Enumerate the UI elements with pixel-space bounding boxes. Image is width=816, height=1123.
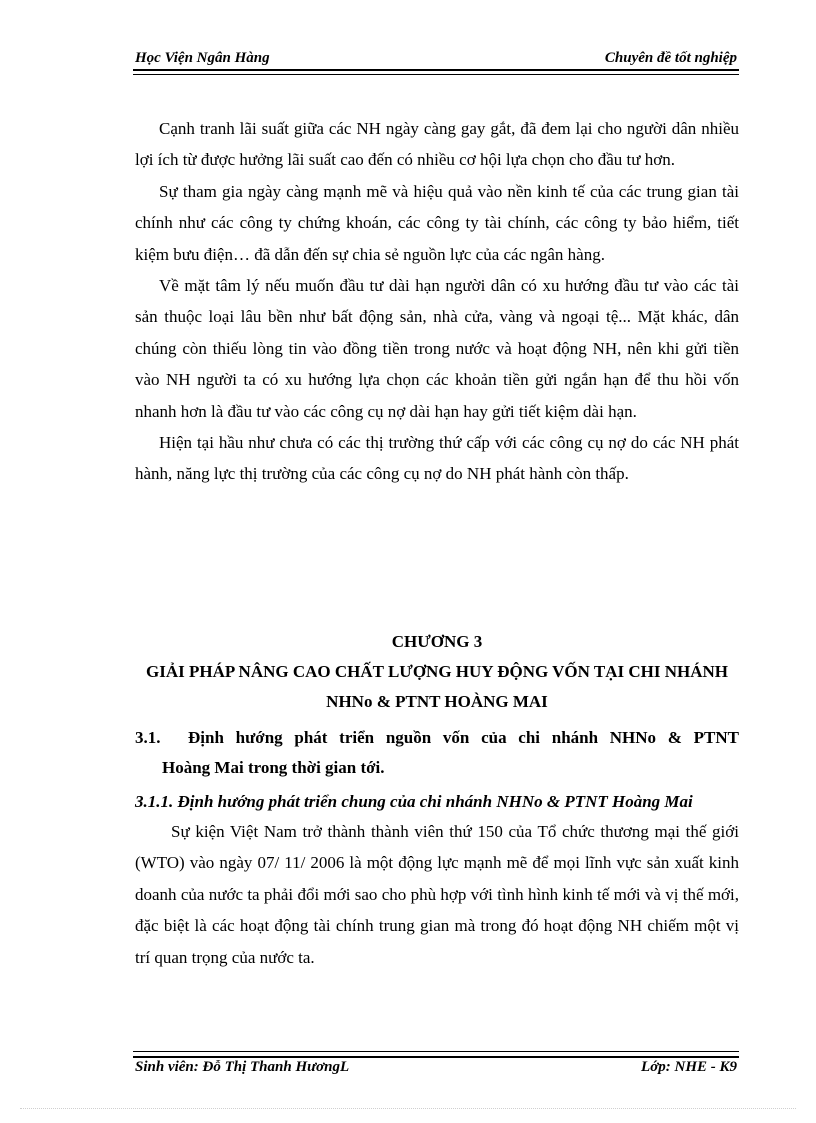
paragraph: Về mặt tâm lý nếu muốn đầu tư dài hạn người dân có xu hướng đầu tư vào các tài sản thuộc loại lâu bền như bất động sản, nhà cửa, vàng và ngoại tệ... Mặt khác, dân chúng còn thiếu lòng tin vào đồng tiền trong nước và hoạt động NH, nên khi gửi tiền vào NH người ta có xu hướng lựa chọn các khoản tiền gửi ngắn hạn để thu hồi vốn nhanh hơn là đầu tư vào các công cụ nợ dài hạn hay gửi tiết kiệm dài hạn. bbox=[135, 276, 739, 421]
paragraph: Sự kiện Việt Nam trở thành thành viên thứ 150 của Tổ chức thương mại thế giới (WTO) vào ngày 07/ 11/ 2006 là một động lực mạnh mẽ để mọi lĩnh vực sản xuất kinh doanh của nước ta phải đổi mới sao cho phù hợp với tình hình kinh tế mới và vị thế mới, đặc biệt là các hoạt động tài chính trung gian mà trong đó hoạt động NH chiếm một vị trí quan trọng của nước ta. bbox=[135, 822, 739, 967]
paragraph: Hiện tại hầu như chưa có các thị trường thứ cấp với các công cụ nợ do các NH phát hành, năng lực thị trường của các công cụ nợ do NH phát hành còn thấp. bbox=[135, 433, 739, 484]
subsection-heading-3-1-1: 3.1.1. Định hướng phát triển chung của chi nhánh NHNo & PTNT Hoàng Mai bbox=[135, 792, 693, 811]
section-title-line-2: Hoàng Mai trong thời gian tới. bbox=[162, 758, 385, 777]
footer-student: Sinh viên: Đỗ Thị Thanh HươngL bbox=[135, 1059, 350, 1075]
footer-rule-thick bbox=[133, 1056, 739, 1058]
footer-class: Lớp: NHE - K9 bbox=[641, 1059, 737, 1075]
header-institution: Học Viện Ngân Hàng bbox=[135, 50, 270, 66]
page-footer bbox=[133, 1059, 739, 1081]
header-rule-thin bbox=[133, 74, 739, 75]
header-rule-thick bbox=[133, 69, 739, 71]
section-title-line-1: Định hướng phát triển nguồn vốn của chi nhánh NHNo & PTNT bbox=[188, 728, 739, 747]
subsection-body bbox=[135, 816, 739, 973]
paragraph: Sự tham gia ngày càng mạnh mẽ và hiệu quả vào nền kinh tế của các trung gian tài chính như các công ty chứng khoán, các công ty tài chính, các công ty bảo hiểm, tiết kiệm bưu điện… đã dẫn đến sự chia sẻ nguồn lực của các ngân hàng. bbox=[135, 181, 739, 264]
paragraph: Cạnh tranh lãi suất giữa các NH ngày càng gay gắt, đã đem lại cho người dân nhiều lợi ích từ được hưởng lãi suất cao đến có nhiều cơ hội lựa chọn cho đầu tư hơn. bbox=[135, 119, 739, 170]
page-bottom-dotted-line bbox=[20, 1108, 796, 1109]
chapter-label: CHƯƠNG 3 bbox=[391, 632, 483, 651]
section-number: 3.1. bbox=[135, 728, 161, 747]
header-document-type: Chuyên đề tốt nghiệp bbox=[604, 50, 737, 66]
body-text bbox=[135, 113, 739, 490]
footer-rule-thin bbox=[133, 1051, 739, 1052]
chapter-title: GIẢI PHÁP NÂNG CAO CHẤT LƯỢNG HUY ĐỘNG VỐN TẠI CHI NHÁNH NHNo & PTNT HOÀNG MAI bbox=[146, 662, 728, 711]
